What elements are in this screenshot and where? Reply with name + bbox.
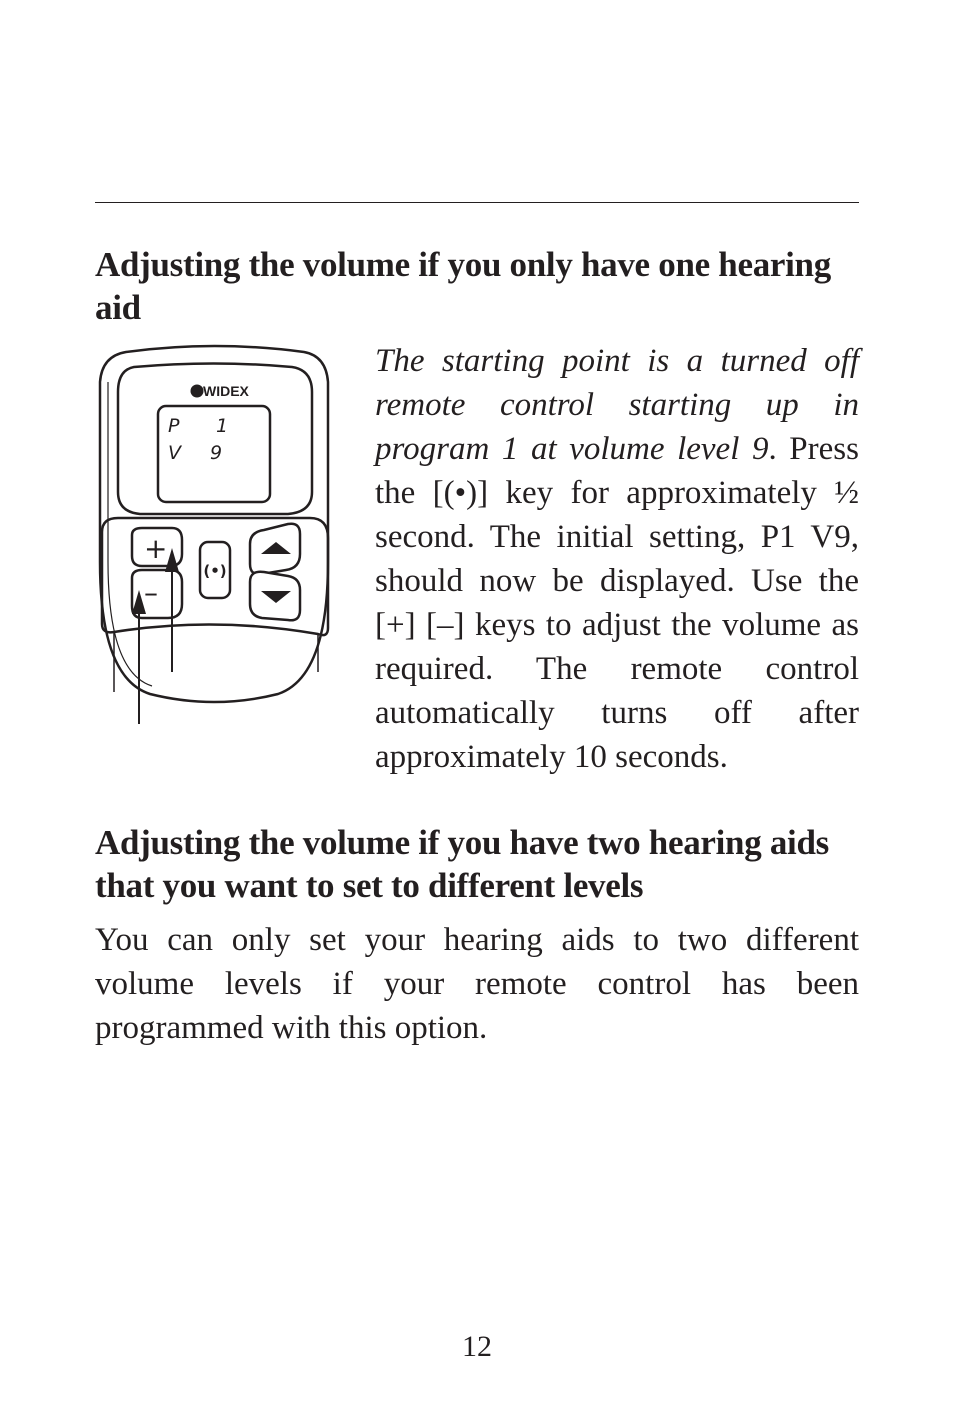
- program-key: [200, 542, 230, 598]
- display-program-label: P: [168, 415, 180, 437]
- one-aid-instructions: [375, 339, 859, 779]
- display-volume-value: 9: [210, 442, 223, 464]
- remote-control-illustration: [92, 342, 337, 727]
- intro-italic: The starting point is a turned off remote control starting up in program 1 at volume level 9: [375, 343, 859, 467]
- top-rule: [95, 202, 859, 203]
- svg-text:(•): (•): [203, 562, 227, 580]
- section-heading-two-hearing-aids: Adjusting the volume if you have two hearing aids that you want to set to different levels: [95, 823, 829, 905]
- instructions-text: . Press the [(•)] key for approximately ½ second. The initial setting, P1 V9, should now be displayed. Use the [+] [–] keys to adjust the volume as required. The remote control automatically turns off after approximately 10 seconds.: [375, 431, 859, 775]
- two-aids-body: You can only set your hearing aids to two different volume levels if your remote control has been programmed with this option.: [95, 922, 859, 1046]
- widex-logo: [191, 383, 250, 399]
- display-program-value: 1: [216, 415, 229, 437]
- down-key: [250, 572, 300, 621]
- svg-text:–: –: [144, 576, 158, 609]
- display-volume-label: V: [168, 442, 181, 464]
- up-key: [250, 524, 300, 575]
- section-heading-one-hearing-aid: Adjusting the volume if you only have one hearing aid: [95, 245, 831, 327]
- page-number: 12: [462, 1330, 492, 1363]
- svg-text:+: +: [144, 532, 168, 565]
- svg-text:WIDEX: WIDEX: [203, 383, 249, 399]
